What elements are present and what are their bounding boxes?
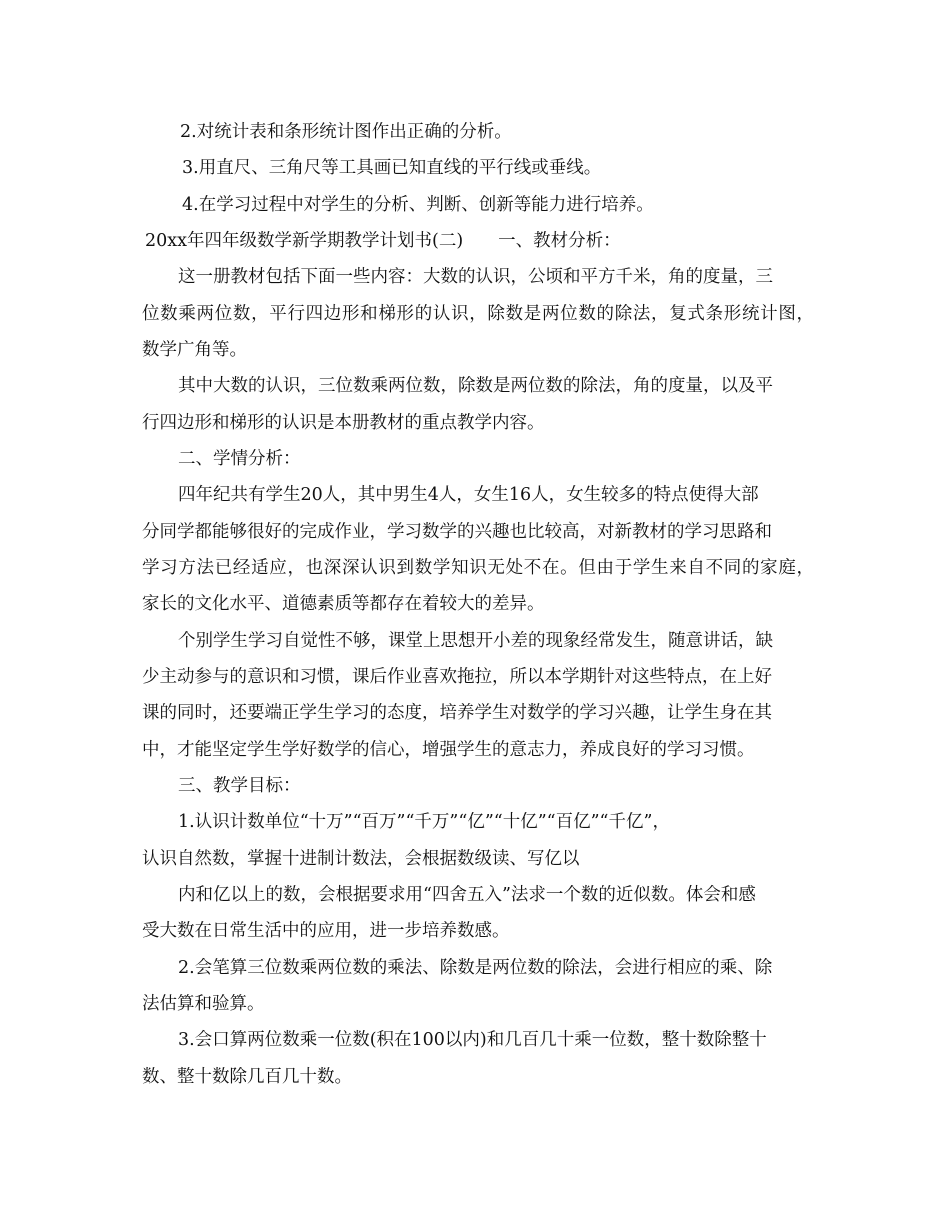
paragraph-line: 3.会口算两位数乘一位数(积在100以内)和几百几十乘一位数，整十数除整十 [178, 1030, 767, 1050]
paragraph-line: 1.认识计数单位“十万”“百万”“千万”“亿”“十亿”“百亿”“千亿”， [178, 812, 670, 832]
paragraph-line: 分同学都能够很好的完成作业，学习数学的兴趣也比较高，对新教材的学习思路和 [142, 522, 772, 542]
paragraph-line: 四年纪共有学生20人，其中男生4人，女生16人，女生较多的特点使得大部 [178, 485, 759, 505]
section-heading: 20xx年四年级数学新学期教学计划书(二) 一、教材分析： [145, 231, 621, 251]
paragraph-line: 课的同时，还要端正学生学习的态度，培养学生对数学的学习兴趣，让学生身在其 [142, 703, 772, 723]
paragraph-line: 家长的文化水平、道德素质等都存在着较大的差异。 [142, 594, 545, 614]
section-heading: 三、教学目标： [178, 776, 301, 796]
section-heading: 二、学情分析： [178, 449, 301, 469]
text-line: 3.用直尺、三角尺等工具画已知直线的平行线或垂线。 [182, 158, 602, 178]
paragraph-line: 少主动参与的意识和习惯，课后作业喜欢拖拉，所以本学期针对这些特点，在上好 [142, 667, 772, 687]
paragraph-line: 学习方法已经适应，也深深认识到数学知识无处不在。但由于学生来自不同的家庭， [142, 558, 814, 578]
text-line: 4.在学习过程中对学生的分析、判断、创新等能力进行培养。 [182, 195, 654, 215]
paragraph-line: 位数乘两位数，平行四边形和梯形的认识，除数是两位数的除法，复式条形统计图， [142, 304, 814, 324]
paragraph-line: 个别学生学习自觉性不够，课堂上思想开小差的现象经常发生，随意讲话，缺 [178, 631, 773, 651]
paragraph-line: 受大数在日常生活中的应用，进一步培养数感。 [142, 921, 510, 941]
paragraph-line: 数学广角等。 [142, 340, 247, 360]
paragraph-line: 2.会笔算三位数乘两位数的乘法、除数是两位数的除法，会进行相应的乘、除 [178, 958, 773, 978]
text-line: 2.对统计表和条形统计图作出正确的分析。 [180, 122, 512, 142]
paragraph-line: 其中大数的认识，三位数乘两位数，除数是两位数的除法，角的度量，以及平 [178, 376, 773, 396]
paragraph-line: 这一册教材包括下面一些内容：大数的认识，公顷和平方千米，角的度量，三 [178, 267, 773, 287]
paragraph-line: 中，才能坚定学生学好数学的信心，增强学生的意志力，养成良好的学习习惯。 [142, 740, 755, 760]
paragraph-line: 数、整十数除几百几十数。 [142, 1067, 352, 1087]
paragraph-line: 认识自然数，掌握十进制计数法，会根据数级读、写亿以 [142, 849, 580, 869]
paragraph-line: 行四边形和梯形的认识是本册教材的重点教学内容。 [142, 413, 545, 433]
paragraph-line: 内和亿以上的数，会根据要求用“四舍五入”法求一个数的近似数。体会和感 [178, 885, 756, 905]
paragraph-line: 法估算和验算。 [142, 994, 265, 1014]
